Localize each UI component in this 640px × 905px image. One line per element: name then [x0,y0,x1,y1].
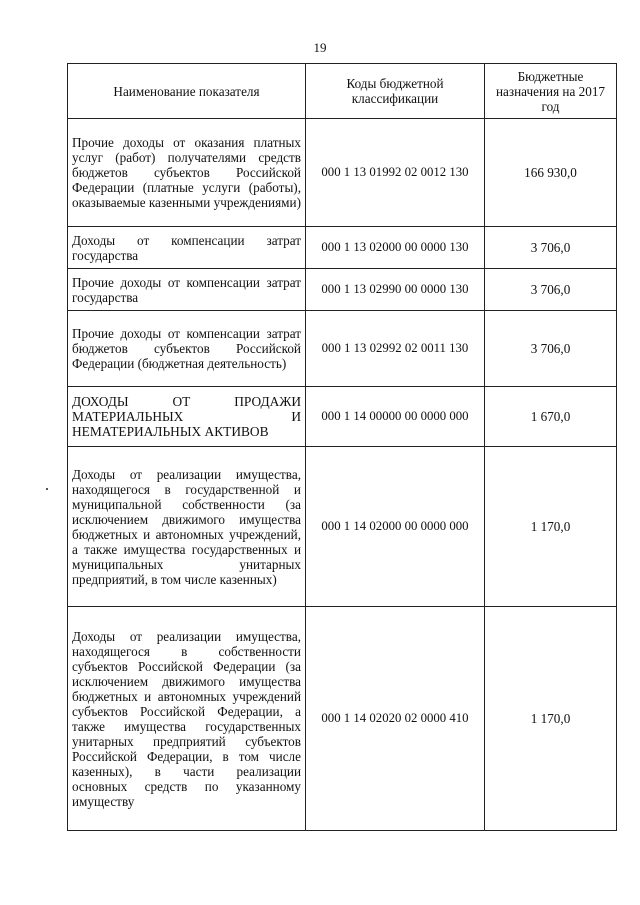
table-row [68,311,617,387]
table-row [68,119,617,227]
row-amount: 166 930,0 [485,119,617,227]
row-amount: 3 706,0 [485,227,617,269]
row-code: 000 1 14 02000 00 0000 000 [306,447,485,607]
row-amount: 1 670,0 [485,387,617,447]
table-row [68,227,617,269]
table-row [68,387,617,447]
row-name: Доходы от реализации имущества, находящегося в собственности субъектов Российской Федерации (за исключением движимого имущества бюджетных и автономных учреждений субъектов Российской Федерации, а также имущества государственных унитарных предприятий субъектов Российской Федерации, в том числе казенных), в части реализации основных средств по указанному имуществу [68,607,306,831]
table-row [68,447,617,607]
row-code: 000 1 13 02000 00 0000 130 [306,227,485,269]
budget-table [67,63,617,831]
row-name: Прочие доходы от оказания платных услуг (работ) получателями средств бюджетов субъектов Российской Федерации (платные услуги (работы), оказываемые казенными учреждениями) [68,119,306,227]
row-amount: 1 170,0 [485,447,617,607]
row-code: 000 1 13 02990 00 0000 130 [306,269,485,311]
row-name: Доходы от компенсации затрат государства [68,227,306,269]
table-row [68,607,617,831]
row-amount: 3 706,0 [485,269,617,311]
header-name: Наименование показателя [68,64,306,119]
row-name: ДОХОДЫ ОТ ПРОДАЖИ МАТЕРИАЛЬНЫХ И НЕМАТЕРИАЛЬНЫХ АКТИВОВ [68,387,306,447]
row-code: 000 1 14 00000 00 0000 000 [306,387,485,447]
row-name: Прочие доходы от компенсации затрат бюджетов субъектов Российской Федерации (бюджетная деятельность) [68,311,306,387]
row-amount: 1 170,0 [485,607,617,831]
row-code: 000 1 13 01992 02 0012 130 [306,119,485,227]
row-name: Доходы от реализации имущества, находящегося в государственной и муниципальной собственности (за исключением движимого имущества бюджетных и автономных учреждений, а также имущества государственных и муниципальных унитарных предприятий, в том числе казенных) [68,447,306,607]
table-row [68,269,617,311]
page-number: 19 [313,40,327,55]
scan-speck [46,488,48,490]
header-amount: Бюджетные назначения на 2017 год [485,64,617,119]
row-amount: 3 706,0 [485,311,617,387]
table-header-row [68,64,617,119]
header-code: Коды бюджетной классификации [306,64,485,119]
row-code: 000 1 13 02992 02 0011 130 [306,311,485,387]
row-name: Прочие доходы от компенсации затрат государства [68,269,306,311]
row-code: 000 1 14 02020 02 0000 410 [306,607,485,831]
